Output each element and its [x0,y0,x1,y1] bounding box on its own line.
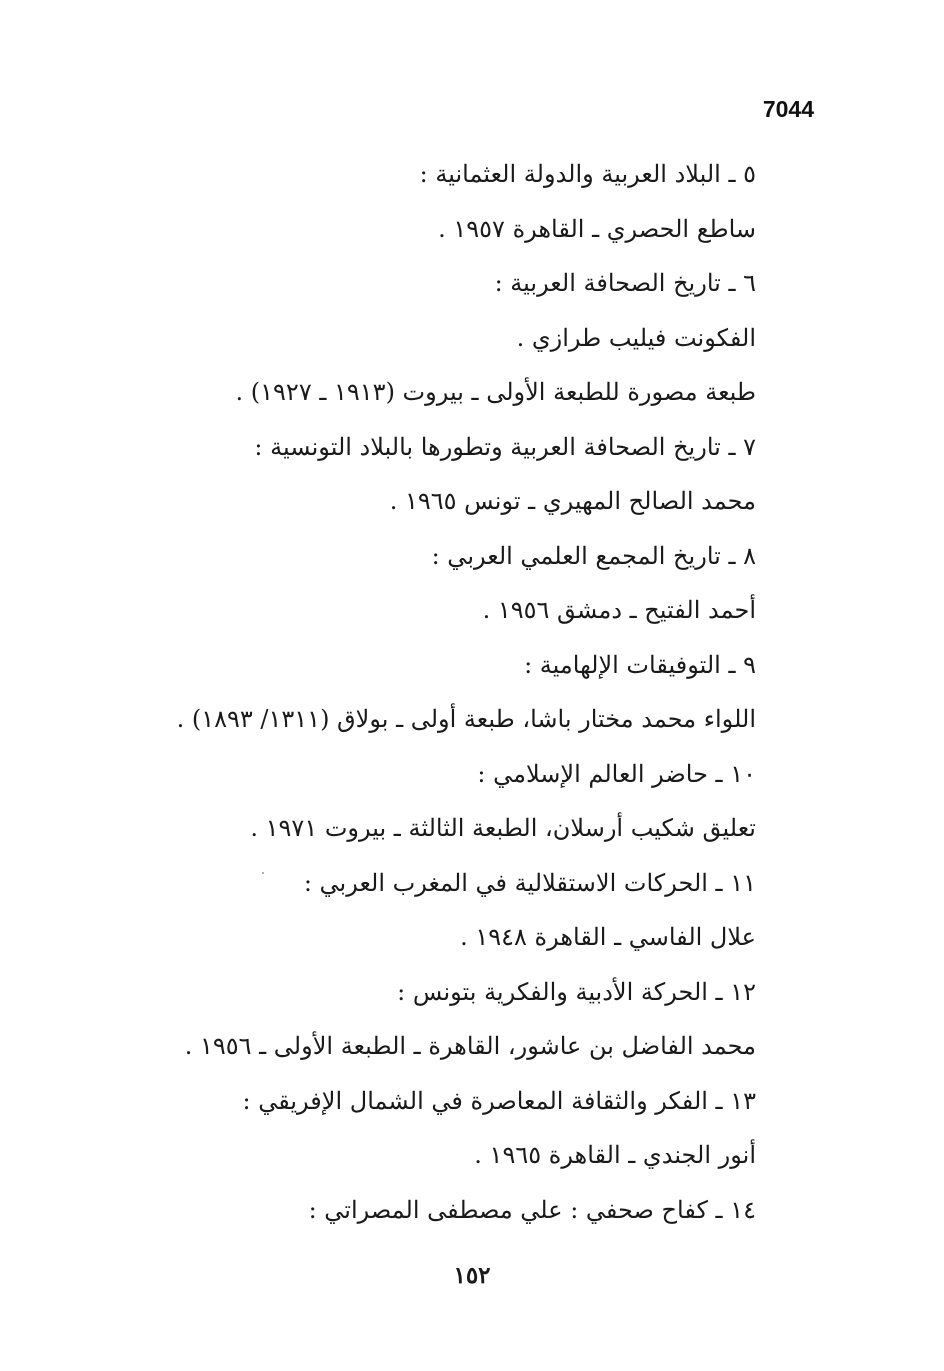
entry-title: ٧ ـ تاريخ الصحافة العربية وتطورها بالبلاد التونسية : [254,432,756,461]
entry-detail: علال الفاسي ـ القاهرة ١٩٤٨ . [460,923,756,951]
entry-detail: أحمد الفتيح ـ دمشق ١٩٥٦ . [482,596,756,624]
entry-title: ٥ ـ البلاد العربية والدولة العثمانية : [419,160,756,188]
page-id: 7044 [762,96,814,122]
entry-detail: الفكونت فيليب طرازي . [516,323,756,352]
entry-detail: اللواء محمد مختار باشا، طبعة أولى ـ بولاق (١٣١١/ ١٨٩٣) . [176,705,756,733]
entry-detail: محمد الفاضل بن عاشور، القاهرة ـ الطبعة الأولى ـ ١٩٥٦ . [184,1032,756,1060]
entry-title: ٩ ـ التوفيقات الإلهامية : [524,650,756,679]
entry-title: ١٠ ـ حاضر العالم الإسلامي : [477,759,756,788]
bibliography-list [66,150,756,1240]
page-number: ١٥٢ [453,1262,491,1289]
entry-detail: محمد الصالح المهيري ـ تونس ١٩٦٥ . [389,487,756,515]
entry-detail: تعليق شكيب أرسلان، الطبعة الثالثة ـ بيروت ١٩٧١ . [250,814,756,842]
entry-title: ٨ ـ تاريخ المجمع العلمي العربي : [431,541,756,570]
entry-title: ١٢ ـ الحركة الأدبية والفكرية بتونس : [397,977,756,1006]
entry-title: ١٣ ـ الفكر والثقافة المعاصرة في الشمال الإفريقي : [242,1086,756,1115]
entry-detail: ساطع الحصري ـ القاهرة ١٩٥٧ . [438,214,756,243]
entry-title: ١٤ ـ كفاح صحفي : علي مصطفى المصراتي : [308,1195,756,1224]
entry-detail-extra: طبعة مصورة للطبعة الأولى ـ بيروت (١٩١٣ ـ ١٩٢٧) . [235,378,756,406]
entry-title: ١١ ـ الحركات الاستقلالية في المغرب العربي : [303,868,756,897]
entry-detail: أنور الجندي ـ القاهرة ١٩٦٥ . [474,1141,756,1169]
entry-title: ٦ ـ تاريخ الصحافة العربية : [494,269,756,297]
scan-speck [262,872,264,874]
